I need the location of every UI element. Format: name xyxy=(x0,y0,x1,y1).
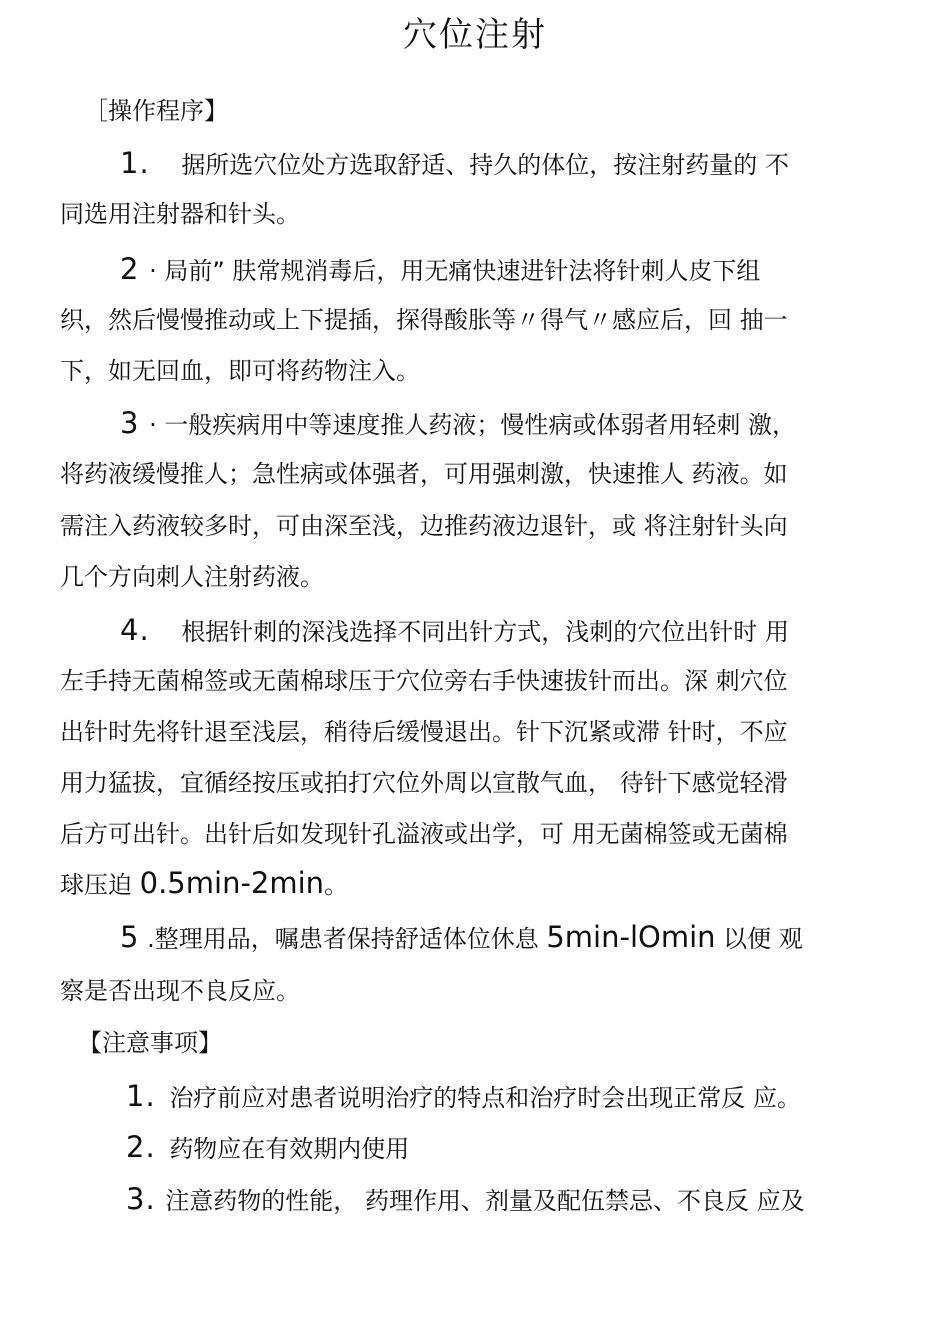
notes-item-2: 2. 药物应在有效期内使用 xyxy=(126,1130,410,1164)
procedure-item-4-line-3: 出针时先将针退至浅层，稍待后缓慢退出。针下沉紧或滞 针时，不应 xyxy=(60,718,788,746)
procedure-item-4-line-5: 后方可出针。出针后如发现针孔溢液或出学，可 用无菌棉签或无菌棉 xyxy=(60,820,788,848)
procedure-item-4-line-1: 4. 根据针刺的深浅选择不同出针方式，浅刺的穴位出针时 用 xyxy=(120,613,789,647)
procedure-item-3-line-1: 3 · 一般疾病用中等速度推人药液；慢性病或体弱者用轻刺 激， xyxy=(120,406,796,440)
procedure-item-4-number: 4. xyxy=(120,613,150,647)
procedure-heading: ［操作程序】 xyxy=(84,97,228,125)
procedure-item-4-duration: 0.5min-2min xyxy=(139,866,325,900)
procedure-item-3-line-4: 几个方向刺人注射药液。 xyxy=(60,563,324,591)
procedure-item-1-line-2: 同选用注射器和针头。 xyxy=(60,200,300,228)
procedure-item-5-line-2: 察是否出现不良反应。 xyxy=(60,977,300,1005)
document-title: 穴位注射 xyxy=(403,15,547,55)
procedure-item-5-line-1: 5 .整理用品，嘱患者保持舒适体位休息 5min-lOmin 以便 观 xyxy=(120,920,803,954)
procedure-item-5-number: 5 xyxy=(120,920,140,954)
notes-item-2-number: 2. xyxy=(126,1130,156,1164)
procedure-item-2-line-1: 2 · 局前” 肤常规消毒后，用无痛快速进针法将针刺人皮下组 xyxy=(120,252,761,286)
notes-item-1: 1. 治疗前应对患者说明治疗的特点和治疗时会出现正常反 应。 xyxy=(126,1079,801,1113)
procedure-item-1-number: 1. xyxy=(120,146,150,180)
procedure-item-2-line-2: 织，然后慢慢推动或上下提插，探得酸胀等〃得气〃感应后，回 抽一 xyxy=(60,306,788,334)
notes-heading: 【注意事项】 xyxy=(78,1029,222,1057)
notes-item-3: 3. 注意药物的性能， 药理作用、剂量及配伍禁忌、不良反 应及 xyxy=(126,1182,805,1216)
notes-item-3-number: 3. xyxy=(126,1182,156,1216)
procedure-item-1-line-1: 1. 据所选穴位处方选取舒适、持久的体位，按注射药量的 不 xyxy=(120,146,789,180)
procedure-item-4-line-4: 用力猛拔，宜循经按压或拍打穴位外周以宣散气血， 待针下感觉轻滑 xyxy=(60,769,788,797)
procedure-item-4-line-2: 左手持无菌棉签或无菌棉球压于穴位旁右手快速拔针而出。深 刺穴位 xyxy=(60,667,788,695)
procedure-item-4-line-6: 球压迫 0.5min-2min。 xyxy=(60,866,349,900)
procedure-item-5-duration: 5min-lOmin xyxy=(546,920,716,954)
procedure-item-3-number: 3 xyxy=(120,406,140,440)
procedure-item-2-line-3: 下，如无回血，即可将药物注入。 xyxy=(60,357,420,385)
notes-item-1-number: 1. xyxy=(126,1079,156,1113)
procedure-item-3-line-2: 将药液缓慢推人；急性病或体强者，可用强刺激，快速推人 药液。如 xyxy=(60,460,788,488)
procedure-item-2-number: 2 xyxy=(120,252,140,286)
procedure-item-3-line-3: 需注入药液较多时，可由深至浅，边推药液边退针，或 将注射针头向 xyxy=(60,512,788,540)
